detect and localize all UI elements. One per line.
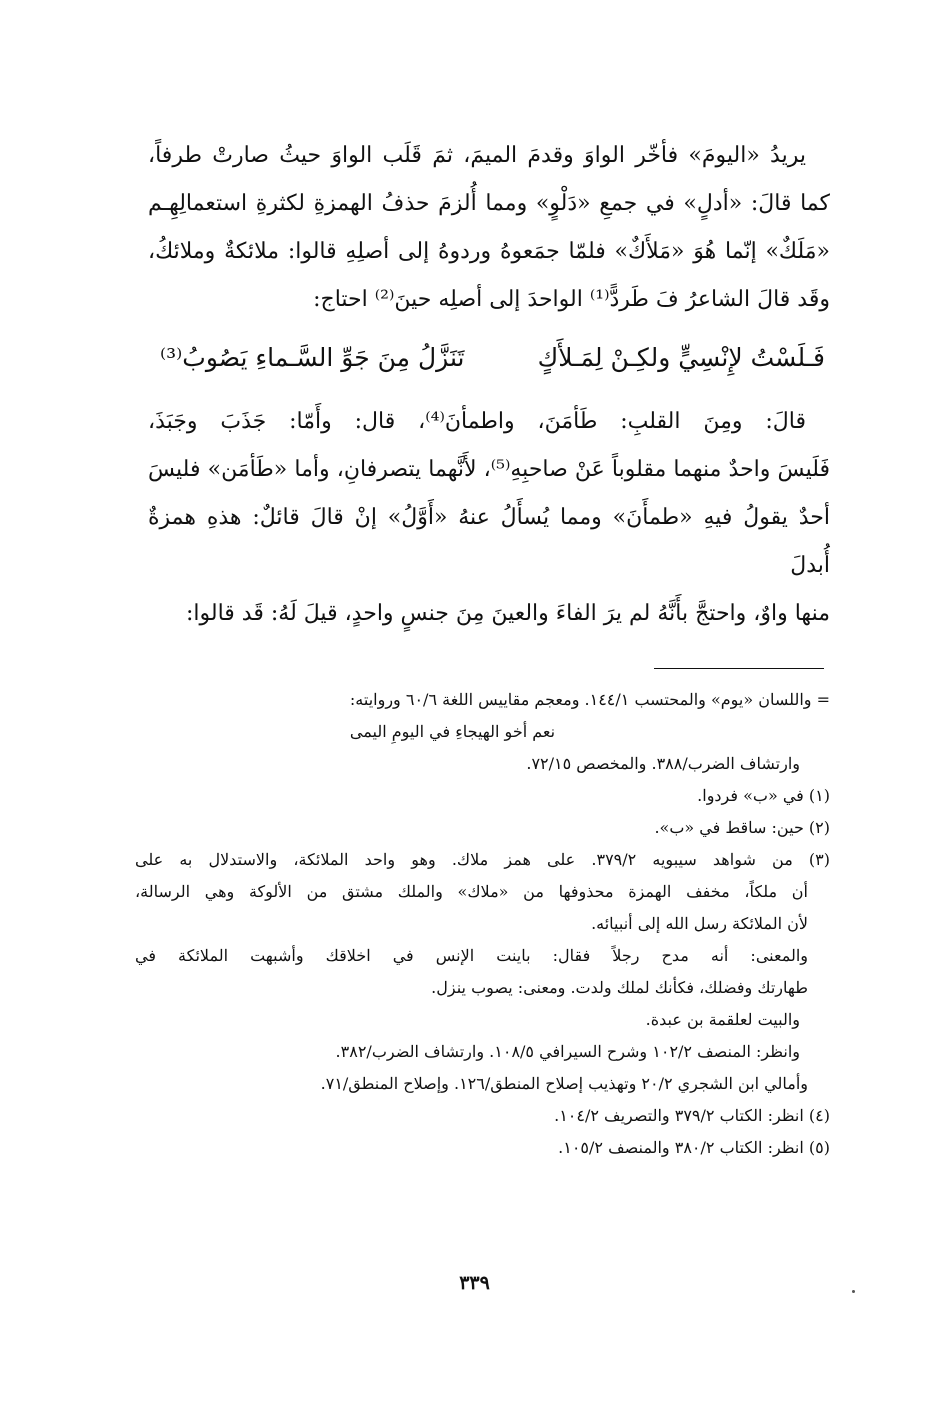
footnote-5: (٥) انظر: الكتاب ٣٨٠/٢ والمنصف ١٠٥/٢.	[558, 1138, 830, 1157]
footnote-1: (١) في «ب» فردوا.	[697, 786, 830, 805]
text-line: قالَ: ومِنَ القلبِ: طَأمَنَ، واطمأنَ⁽⁴⁾، قال: وأَمّا: جَذَبَ وجَبَذَ،	[148, 409, 806, 434]
footnote-continuation: = واللسان «يوم» والمحتسب ١٤٤/١. ومعجم مقاييس اللغة ٦٠/٦ وروايته:	[349, 690, 830, 709]
footnote-continuation-2: وارتشاف الضرب/٣٨٨. والمخصص ٧٢/١٥.	[526, 754, 800, 773]
footnote-verse: نعم أخو الهيجاءِ في اليومِ اليمى	[349, 722, 556, 741]
footnote-3-refs: وأمالي ابن الشجري ٢٠/٢ وتهذيب إصلاح المنطق/١٢٦. وإصلاح المنطق/٧١.	[320, 1074, 808, 1093]
footnote-4: (٤) انظر: الكتاب ٣٧٩/٢ والتصريف ١٠٤/٢.	[554, 1106, 830, 1125]
footnote-3-meaning: والمعنى: أنه مدح رجلاً فقال: باينت الإنس في اخلاقك وأشبهت الملائكة في	[135, 946, 808, 965]
poetry-verse	[160, 328, 825, 388]
footnote-3-line: أن ملكاً، مخفف الهمزة محذوفها من «ملاك» والملك مشتق من الألوكة وهي الرسالة،	[135, 882, 808, 901]
page-number: ٣٣٩	[459, 1272, 490, 1294]
footnote-3: (٣) من شواهد سيبويه ٣٧٩/٢. على همز ملاك. وهو واحد الملائكة، والاستدلال به على	[135, 850, 831, 869]
verse-first-hemistich: فَـلَسْتُ لإِنْسِيٍّ ولكِـنْ لِمَـلأَكٍ	[537, 343, 825, 372]
text-line: يريدُ «اليومَ» فأخّر الواوَ وقدمَ الميمَ، ثمَ قَلَب الواوَ حيثُ صارتْ طرفاً،	[148, 143, 806, 168]
text-line: وقَد قالَ الشاعرُ فَ طَردًّ⁽¹⁾ الواحدَ إلى أصلِه حينَ⁽²⁾ احتاج:	[313, 287, 830, 312]
footnote-2: (٢) حين: ساقط في «ب».	[654, 818, 830, 837]
speck-mark	[852, 1290, 855, 1293]
footnote-separator	[654, 668, 824, 669]
footnotes	[135, 684, 830, 1164]
footnote-3-attribution: والبيت لعلقمة بن عبدة.	[645, 1010, 800, 1029]
main-text-block-1	[148, 132, 830, 324]
text-line: فَلَيسَ واحدٌ منهما مقلوباً عَنْ صاحبِهِ⁽⁵⁾، لأَنَّهما يتصرفانِ، وأما «طَأمَن» فليسَ	[148, 457, 831, 482]
text-line: منها واوٌ، واحتجَّ بأَنَّهُ لم يرَ الفاءَ والعينَ مِنَ جنسٍ واحدٍ، قيلَ لَهُ: قَد قالوا:	[186, 601, 830, 626]
footnote-3-meaning: طهارتك وفضلك، فكأنك لملك ولدت. ومعنى: يصوب ينزل.	[431, 978, 808, 997]
verse-second-hemistich: تَنَزَّلُ مِنَ جَوِّ السَّـماءِ يَصُوبُ⁽³⁾	[160, 343, 465, 372]
footnote-3-line: لأن الملائكة رسل الله إلى أنبيائه.	[591, 914, 808, 933]
text-line: كما قالَ: «أدلٍ» في جمعِ «دَلْوٍ» ومما أُلزمَ حذفُ الهمزةِ لكثرةِ استعمالِهِـم	[148, 191, 830, 216]
text-line: «مَلَكٌ» إنّما هُوَ «مَلأَكٌ» فلمّا جمَعوهُ وردوهُ إلى أصلِهِ قالوا: ملائكةٌ وملائكُ،	[148, 239, 830, 264]
footnote-3-refs: وانظر: المنصف ١٠٢/٢ وشرح السيرافي ١٠٨/٥. وارتشاف الضرب/٣٨٢.	[335, 1042, 800, 1061]
text-line: أحدٌ يقولُ فيهِ «طمأَنَ» ومما يُسأَلُ عنهُ «أَوَّلُ» إنْ قالَ قائلٌ: هذهِ همزةٌ أُبدلَ	[148, 505, 830, 578]
main-text-block-2	[148, 398, 830, 638]
